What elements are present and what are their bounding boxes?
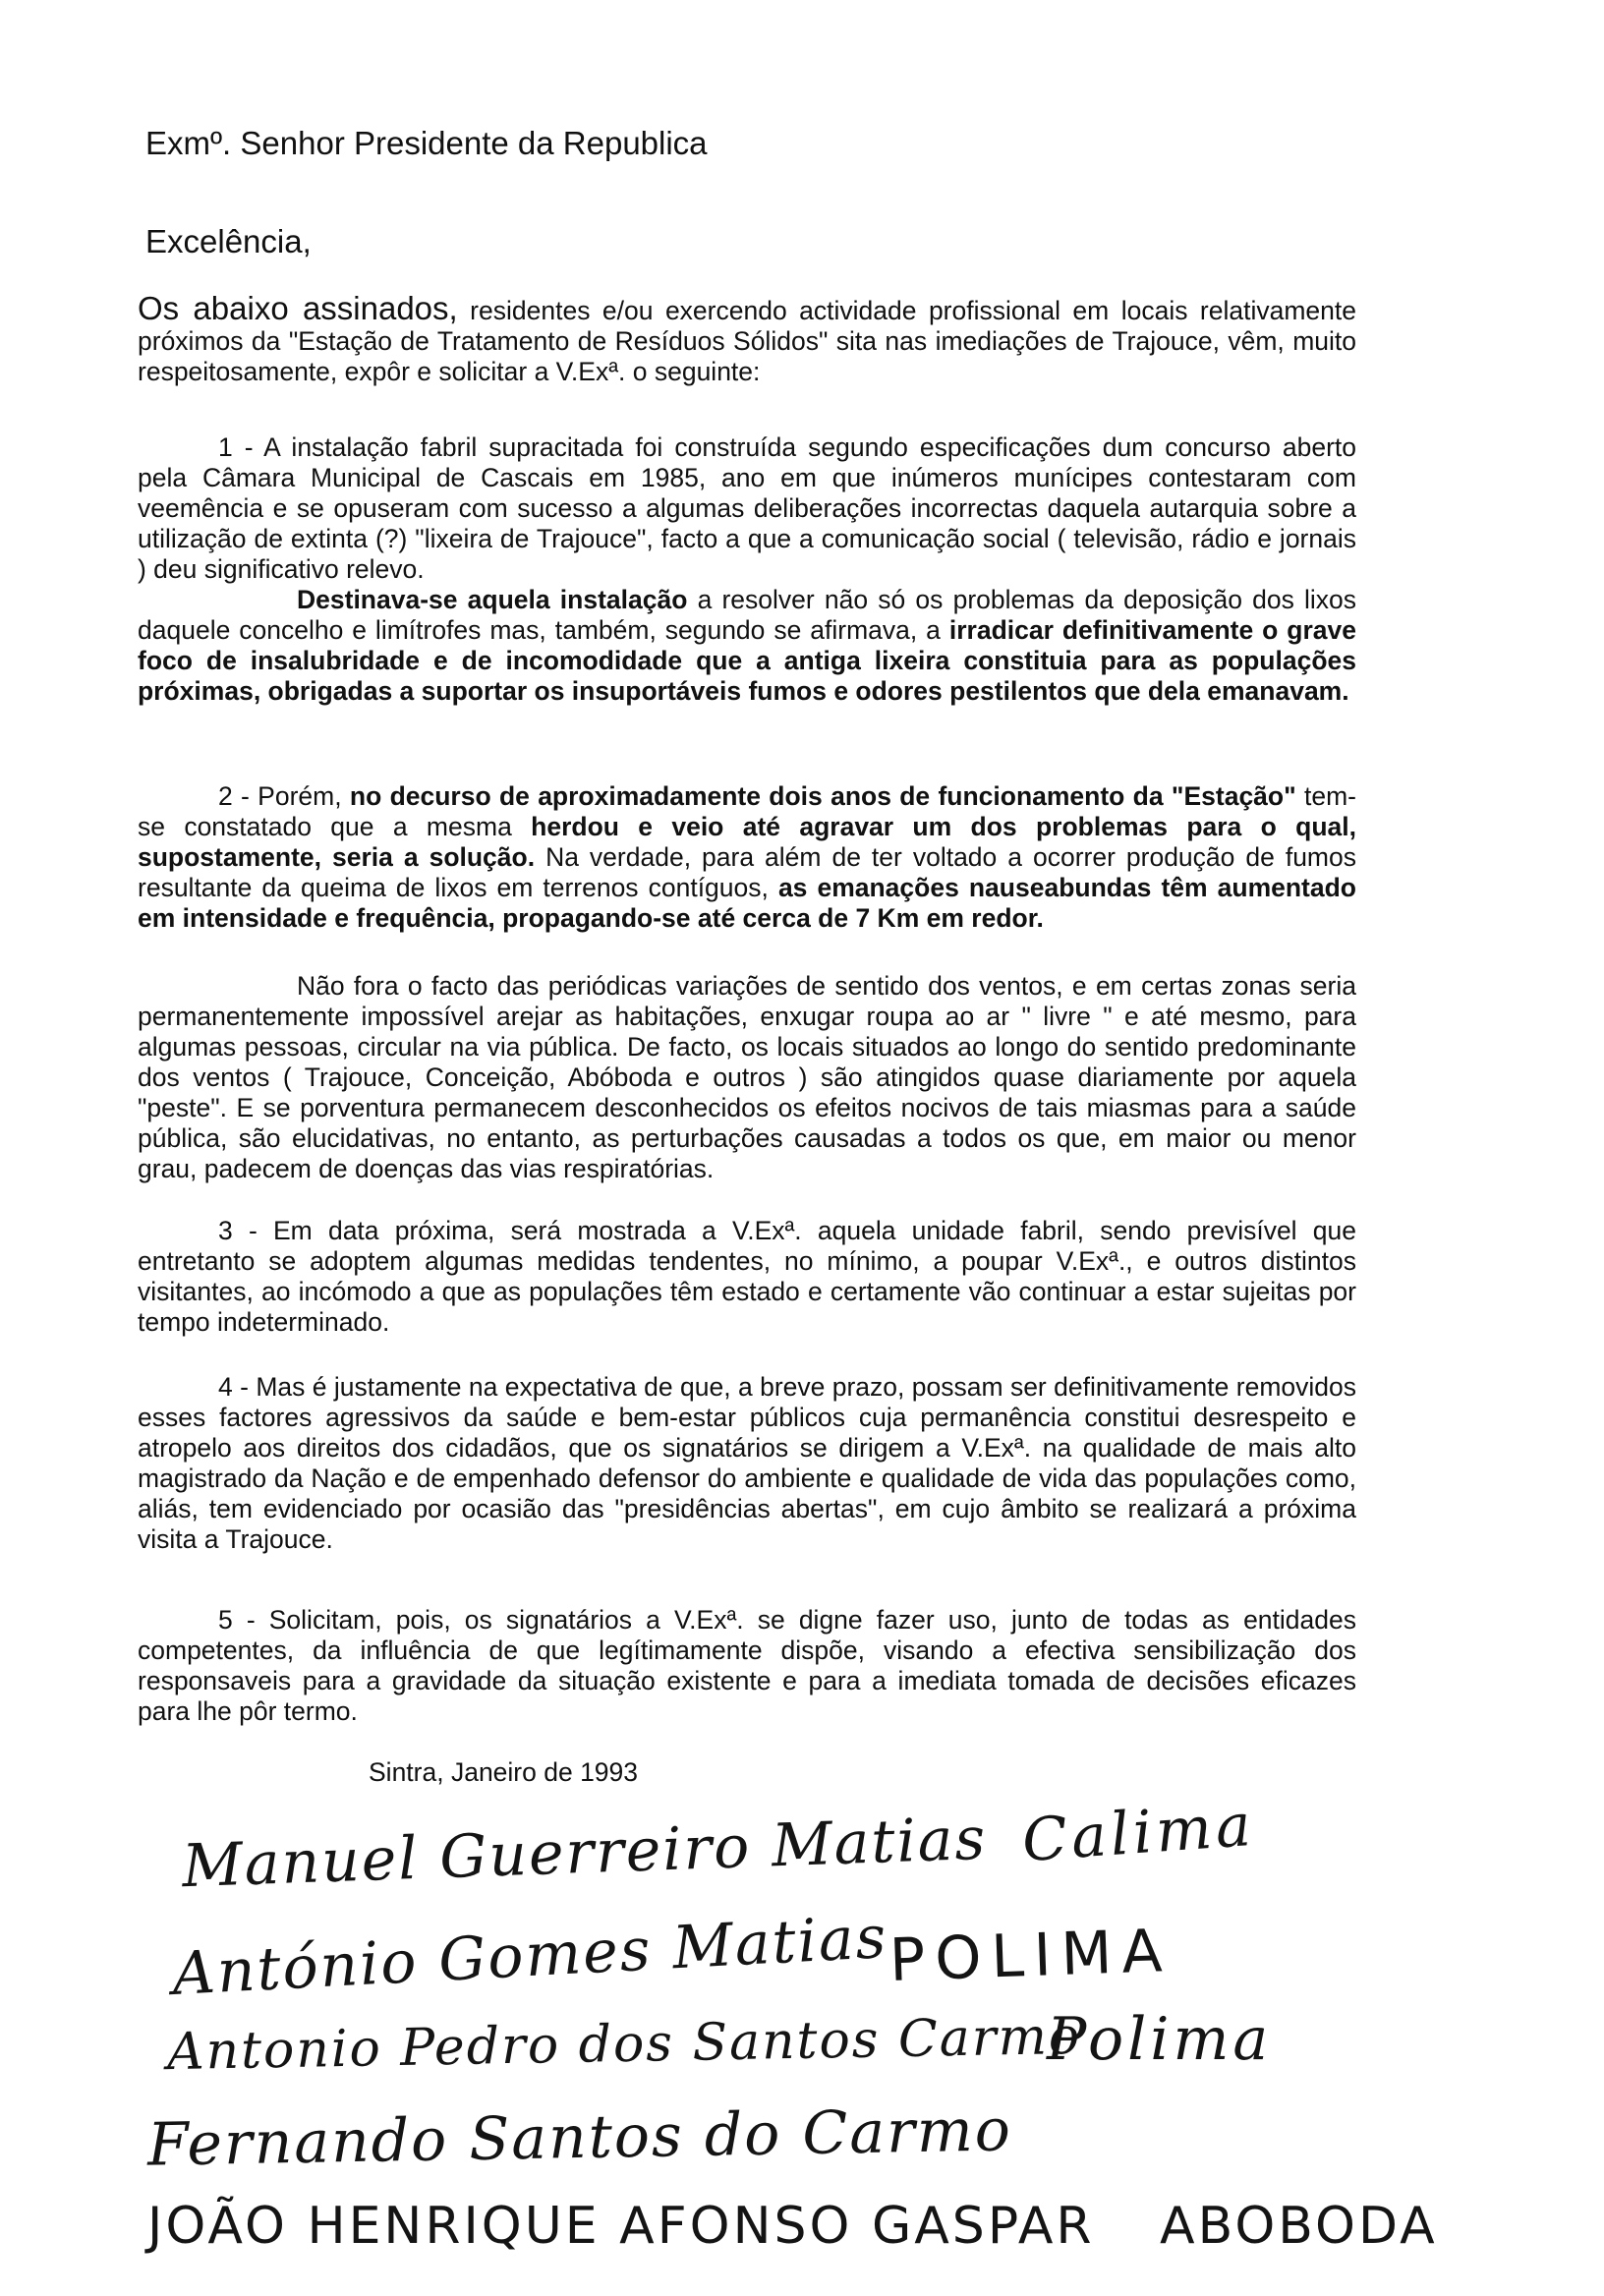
greeting: Excelência, <box>145 223 312 259</box>
signature-3-place: Polima <box>1047 2005 1273 2074</box>
paragraph-5-text: 5 - Solicitam, pois, os signatários a V.Exª. se digne fazer uso, junto de todas as entidades competentes, da influência de que legítimamente dispõe, visando a efectiva sensibilização dos responsaveis para a gravidade da situação existente e para a imediata tomada de decisões eficazes para lhe pôr termo. <box>138 1605 1356 1726</box>
intro-text: residentes e/ou exercendo actividade profissional em locais relativamente próximos da "Estação de Tratamento de Resíduos Sólidos" sita nas imediações de Trajouce, vêm, muito respeitosamente, expôr e solicitar a V.Exª. o seguinte: <box>138 296 1356 386</box>
paragraph-1-text: 1 - A instalação fabril supracitada foi construída segundo especificações dum concurso aberto pela Câmara Municipal de Cascais em 1985, ano em que inúmeros munícipes contestaram com veemência e se opuseram com sucesso a algumas deliberações incorrectas daquela autarquia sobre a utilização de extinta (?) "lixeira de Trajouce", facto a que a comunicação social ( televisão, rádio e jornais ) deu significativo relevo. <box>138 432 1356 584</box>
paragraph-1b-text-1: a resolver não só os problemas da deposição dos lixos daquele concelho e limítrofes mas, também, segundo se afirmava, a <box>138 585 1357 645</box>
signature-1-name: Manuel Guerreiro Matias <box>181 1804 989 1902</box>
paragraph-2b-text: Não fora o facto das periódicas variações de sentido dos ventos, e em certas zonas seria permanentemente impossível arejar as habitações, enxugar roupa ao ar " livre " e até mesmo, para algumas pessoas, circular na via pública. De facto, os locais situados ao longo do sentido predominante dos ventos ( Trajouce, Conceição, Abóboda e outros ) são atingidos quase diariamente por aquela "peste". E se porventura permanecem desconhecidos os efeitos nocivos de tais miasmas para a saúde pública, são elucidativas, no entanto, as perturbações causadas a todos os que, em maior ou menor grau, padecem de doenças das vias respiratórias. <box>138 971 1356 1183</box>
paragraph-4-text: 4 - Mas é justamente na expectativa de que, a breve prazo, possam ser definitivamente removidos esses factores agressivos da saúde e bem-estar públicos cuja permanência constitui desrespeito e atropelo aos direitos dos cidadãos, que os signatários se dirigem a V.Exª. na qualidade de mais alto magistrado da Nação e de empenhado defensor do ambiente e qualidade de vida das populações como, aliás, tem evidenciado por ocasião das "presidências abertas", em cujo âmbito se realizará a próxima visita a Trajouce. <box>138 1372 1356 1554</box>
paragraph-3-text: 3 - Em data próxima, será mostrada a V.Exª. aquela unidade fabril, sendo previsível que entretanto se adoptem algumas medidas tendentes, no mínimo, a poupar V.Exª., e outros distintos visitantes, ao incómodo a que as populações têm estado e certamente vão continuar a estar sujeitas por tempo indeterminado. <box>138 1216 1356 1337</box>
signature-4-name: Fernando Santos do Carmo <box>146 2095 1013 2180</box>
signature-2-place: POLIMA <box>888 1917 1174 1995</box>
paragraph-2-text-2: Na verdade, para além de ter voltado a ocorrer produção de fumos resultante da queima de lixos em terrenos contíguos, <box>138 842 1356 902</box>
signature-1-place: Calima <box>1019 1790 1257 1876</box>
paragraph-1b-bold-2: irradicar definitivamente o grave foco de insalubridade e de incomodidade que a antiga lixeira constituia para as populações próximas, obrigadas a suportar os insuportáveis fumos e odores pestilentos que dela emanavam. <box>138 615 1357 706</box>
intro-lead: Os abaixo assinados, <box>138 290 458 326</box>
salutation: Exmº. Senhor Presidente da Republica <box>145 125 708 161</box>
signature-3-name: Antonio Pedro dos Santos Carmo <box>166 2006 1082 2083</box>
paragraph-2-bold-3: as emanações nauseabundas têm aumentado em intensidade e frequência, propagando-se até cerca de 7 Km em redor. <box>138 873 1356 933</box>
signature-2-name: António Gomes Matias <box>170 1902 889 2010</box>
place-date: Sintra, Janeiro de 1993 <box>369 1757 639 1787</box>
paragraph-2-bold-1: no decurso de aproximadamente dois anos de funcionamento da "Estação" <box>349 781 1296 811</box>
signature-5-place: ABOBODA <box>1160 2197 1438 2256</box>
paragraph-2-text-1: tem-se constatado que a mesma <box>138 781 1356 841</box>
paragraph-1b-bold-1: Destinava-se aquela instalação <box>297 585 688 614</box>
paragraph-2-lead: 2 - Porém, <box>218 781 350 811</box>
paragraph-2-bold-2: herdou e veio até agravar um dos problemas para o qual, supostamente, seria a solução. <box>138 812 1356 872</box>
signature-5-name: JOÃO HENRIQUE AFONSO GASPAR <box>147 2197 1095 2256</box>
